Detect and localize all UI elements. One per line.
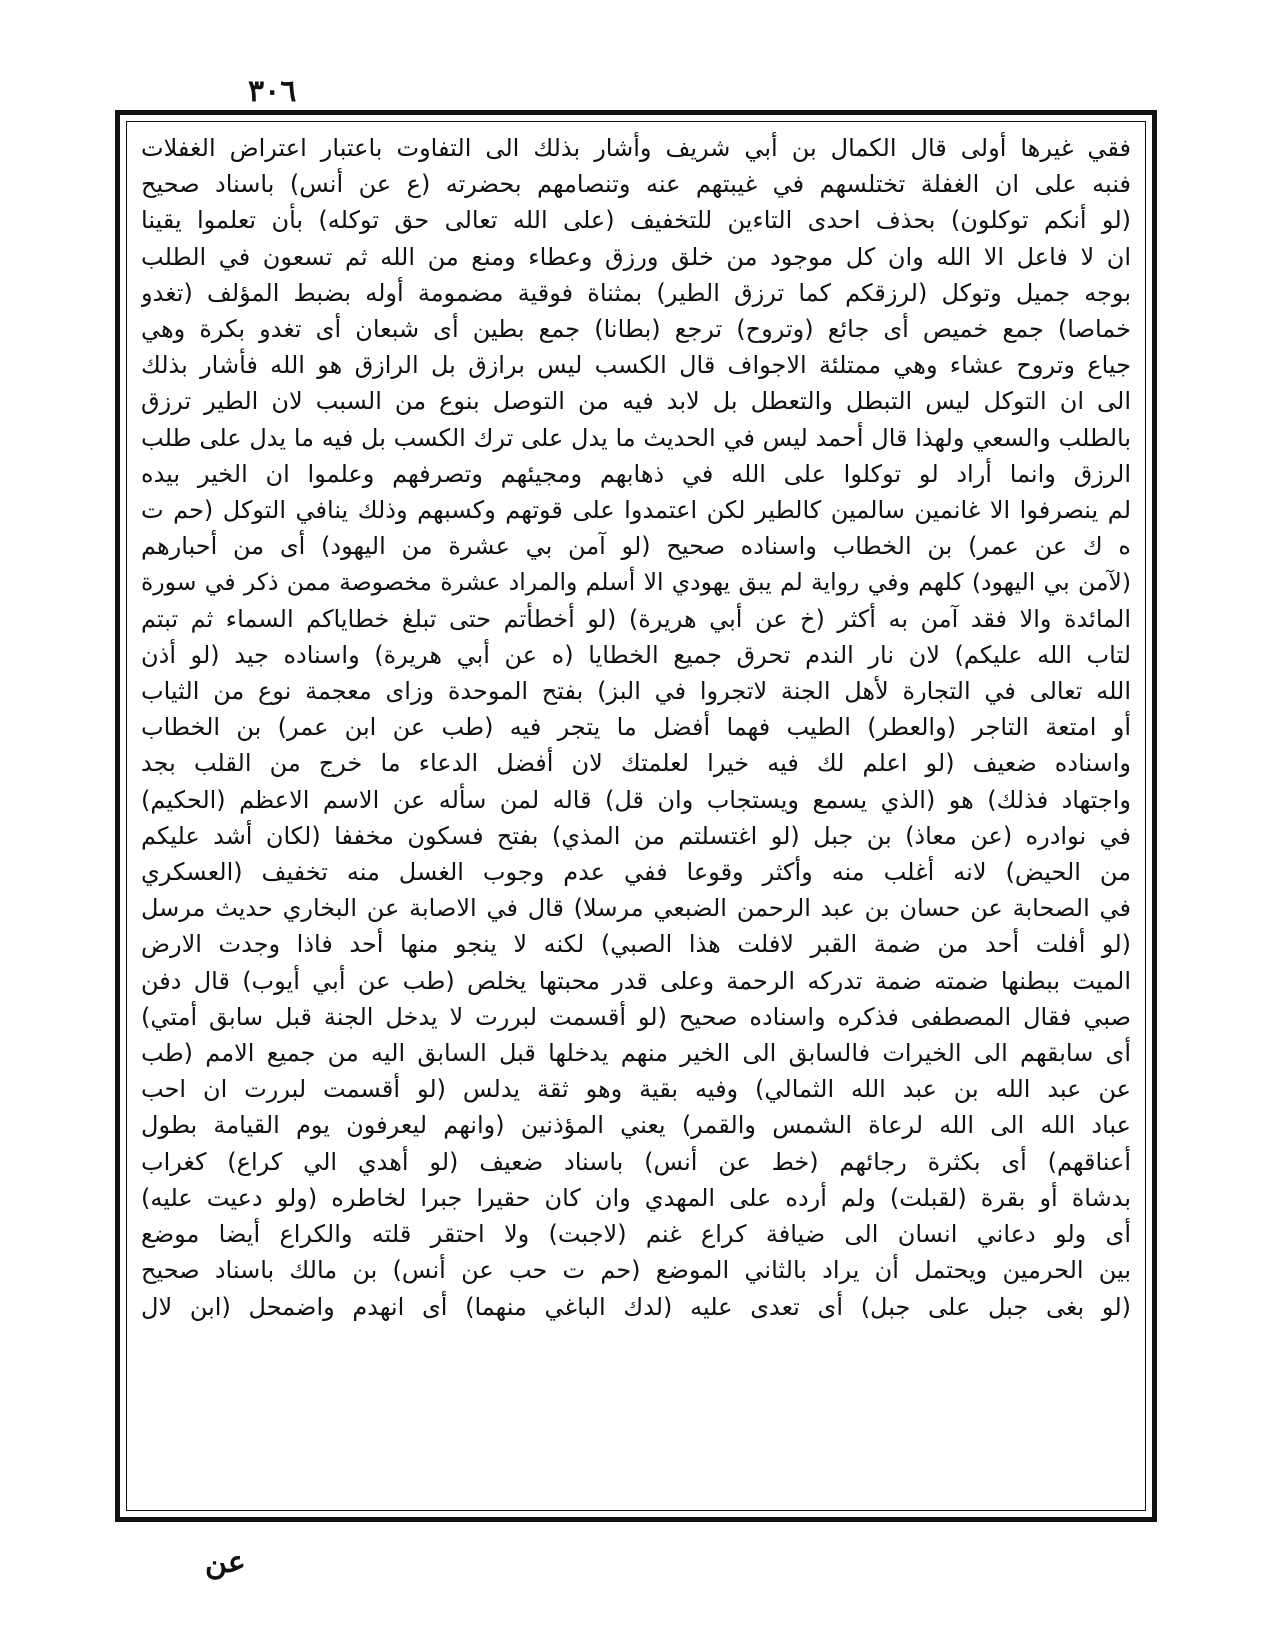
text-line: في نوادره (عن معاذ) بن جبل (لو اغتسلتم من المذي) بفتح فسكون مخففا (لكان أشد عليكم (141, 821, 1131, 850)
text-line: أى سابقهم الى الخيرات فالسابق الى الخير منهم يدخلها قبل السابق اليه من جميع الامم (طب (141, 1039, 1131, 1068)
text-line: ان لا فاعل الا الله وان كل موجود من خلق ورزق وعطاء ومنع من الله ثم تسعون في الطلب (141, 242, 1131, 271)
text-line: فنبه على ان الغفلة تختلسهم في غيبتهم عنه وتنصامهم بحضرته (ع عن أنس) باسناد صحيح (141, 170, 1131, 199)
text-line: عن عبد الله بن عبد الله الثمالي) وفيه بقية وهو ثقة يدلس (لو أقسمت لبررت ان احب (141, 1075, 1131, 1104)
text-line: بدشاة أو بقرة (لقبلت) ولم أرده على المهدي وان كان حقيرا جبرا لخاطره (ولو دعيت عليه) (141, 1183, 1131, 1212)
page-border-inner (126, 121, 1146, 1511)
text-line: (لو أفلت أحد من ضمة القبر لافلت هذا الصبي) لكنه لا ينجو منها أحد فاذا وجدت الارض (141, 930, 1131, 959)
text-line: المائدة والا فقد آمن به أكثر (خ عن أبي هريرة) (لو أخطأتم حتى تبلغ خطاياكم السماء ثم تبتم (141, 604, 1131, 633)
text-line: بوجه جميل وتوكل (لرزقكم كما ترزق الطير) بمثناة فوقية مضمومة أوله بضبط المؤلف (تغدو (141, 278, 1131, 307)
text-line: ه ك عن عمر) بن الخطاب واسناده صحيح (لو آمن بي عشرة من اليهود) أى من أحبارهم (141, 532, 1131, 561)
page-border (115, 110, 1157, 1522)
text-line: في الصحابة عن حسان بن عبد الرحمن الضبعي مرسلا) قال في الاصابة عن البخاري حديث مرسل (141, 894, 1131, 923)
body-text (141, 130, 1131, 1502)
text-line: (لو أنكم توكلون) بحذف احدى التاءين للتخفيف (على الله تعالى حق توكله) بأن تعلموا يقينا (141, 206, 1131, 235)
text-line: جياع وتروح عشاء وهي ممتلئة الاجواف قال الكسب ليس برازق بل الرازق هو الله فأشار بذلك (141, 351, 1131, 380)
text-line: لتاب الله عليكم) لان نار الندم تحرق جميع الخطايا (ه عن أبي هريرة) واسناده جيد (لو أذن (141, 640, 1131, 669)
text-line: صبي فقال المصطفى فذكره واسناده صحيح (لو أقسمت لبررت لا يدخل الجنة قبل سابق أمتي) (141, 1002, 1131, 1031)
text-line: أعناقهم) أى بكثرة رجائهم (خط عن أنس) باسناد ضعيف (لو أهدي الي كراع) كغراب (141, 1147, 1131, 1176)
text-line: الرزق وانما أراد لو توكلوا على الله في ذهابهم ومجيئهم وتصرفهم وعلموا ان الخير بيده (141, 459, 1131, 488)
text-line: الله تعالى في التجارة لأهل الجنة لاتجروا في البز) بفتح الموحدة وزاى معجمة نوع من الثياب (141, 677, 1131, 706)
text-line: الميت ببطنها ضمته ضمة تدركه الرحمة وعلى قدر محبتها يخلص (طب عن أبي أيوب) قال دفن (141, 966, 1131, 995)
text-line: (لو بغى جبل على جبل) أى تعدى عليه (لدك الباغي منهما) أى انهدم واضمحل (ابن لال (141, 1292, 1131, 1321)
text-line: عباد الله الى الله لرعاة الشمس والقمر) يعني المؤذنين (وانهم ليعرفون يوم القيامة بطول (141, 1111, 1131, 1140)
text-line: الى ان التوكل ليس التبطل والتعطل بل لابد فيه من التوصل بنوع من السبب لان الطير ترزق (141, 387, 1131, 416)
text-line: (لآمن بي اليهود) كلهم وفي رواية لم يبق يهودي الا أسلم والمراد عشرة مخصوصة ممن ذكر في سورة (141, 568, 1131, 597)
text-line: لم ينصرفوا الا غانمين سالمين كالطير لكن اعتمدوا على قوتهم وكسبهم وذلك ينافي التوكل (حم ت (141, 496, 1131, 525)
text-line: أى ولو دعاني انسان الى ضيافة كراع غنم (لاجبت) ولا احتقر قلته والكراع أيضا موضع (141, 1220, 1131, 1249)
text-line: بالطلب والسعي ولهذا قال أحمد ليس في الحديث ما يدل على ترك الكسب بل فيه ما يدل على طلب (141, 423, 1131, 452)
text-line: واجتهاد فذلك) هو (الذي يسمع ويستجاب وان قل) قاله لمن سأله عن الاسم الاعظم (الحكيم) (141, 785, 1131, 814)
text-line: من الحيض) لانه أغلب منه وأكثر وقوعا ففي عدم وجوب الغسل منه تخفيف (العسكري (141, 858, 1131, 887)
text-line: أو امتعة التاجر (والعطر) الطيب فهما أفضل ما يتجر فيه (طب عن ابن عمر) بن الخطاب (141, 713, 1131, 742)
catchword: عن (205, 1545, 246, 1580)
page-number: ٣٠٦ (248, 74, 297, 109)
text-line: فقي غيرها أولى قال الكمال بن أبي شريف وأشار بذلك الى التفاوت باعتبار اعتراض الغفلات (141, 134, 1131, 162)
text-line: بين الحرمين ويحتمل أن يراد بالثاني الموضع (حم ت حب عن أنس) بن مالك باسناد صحيح (141, 1256, 1131, 1285)
text-line: واسناده ضعيف (لو اعلم لك فيه خيرا لعلمتك لان أفضل الدعاء ما خرج من القلب بجد (141, 749, 1131, 778)
text-line: خماصا) جمع خميص أى جائع (وتروح) ترجع (بطانا) جمع بطين أى شبعان أى تغدو بكرة وهي (141, 315, 1131, 344)
